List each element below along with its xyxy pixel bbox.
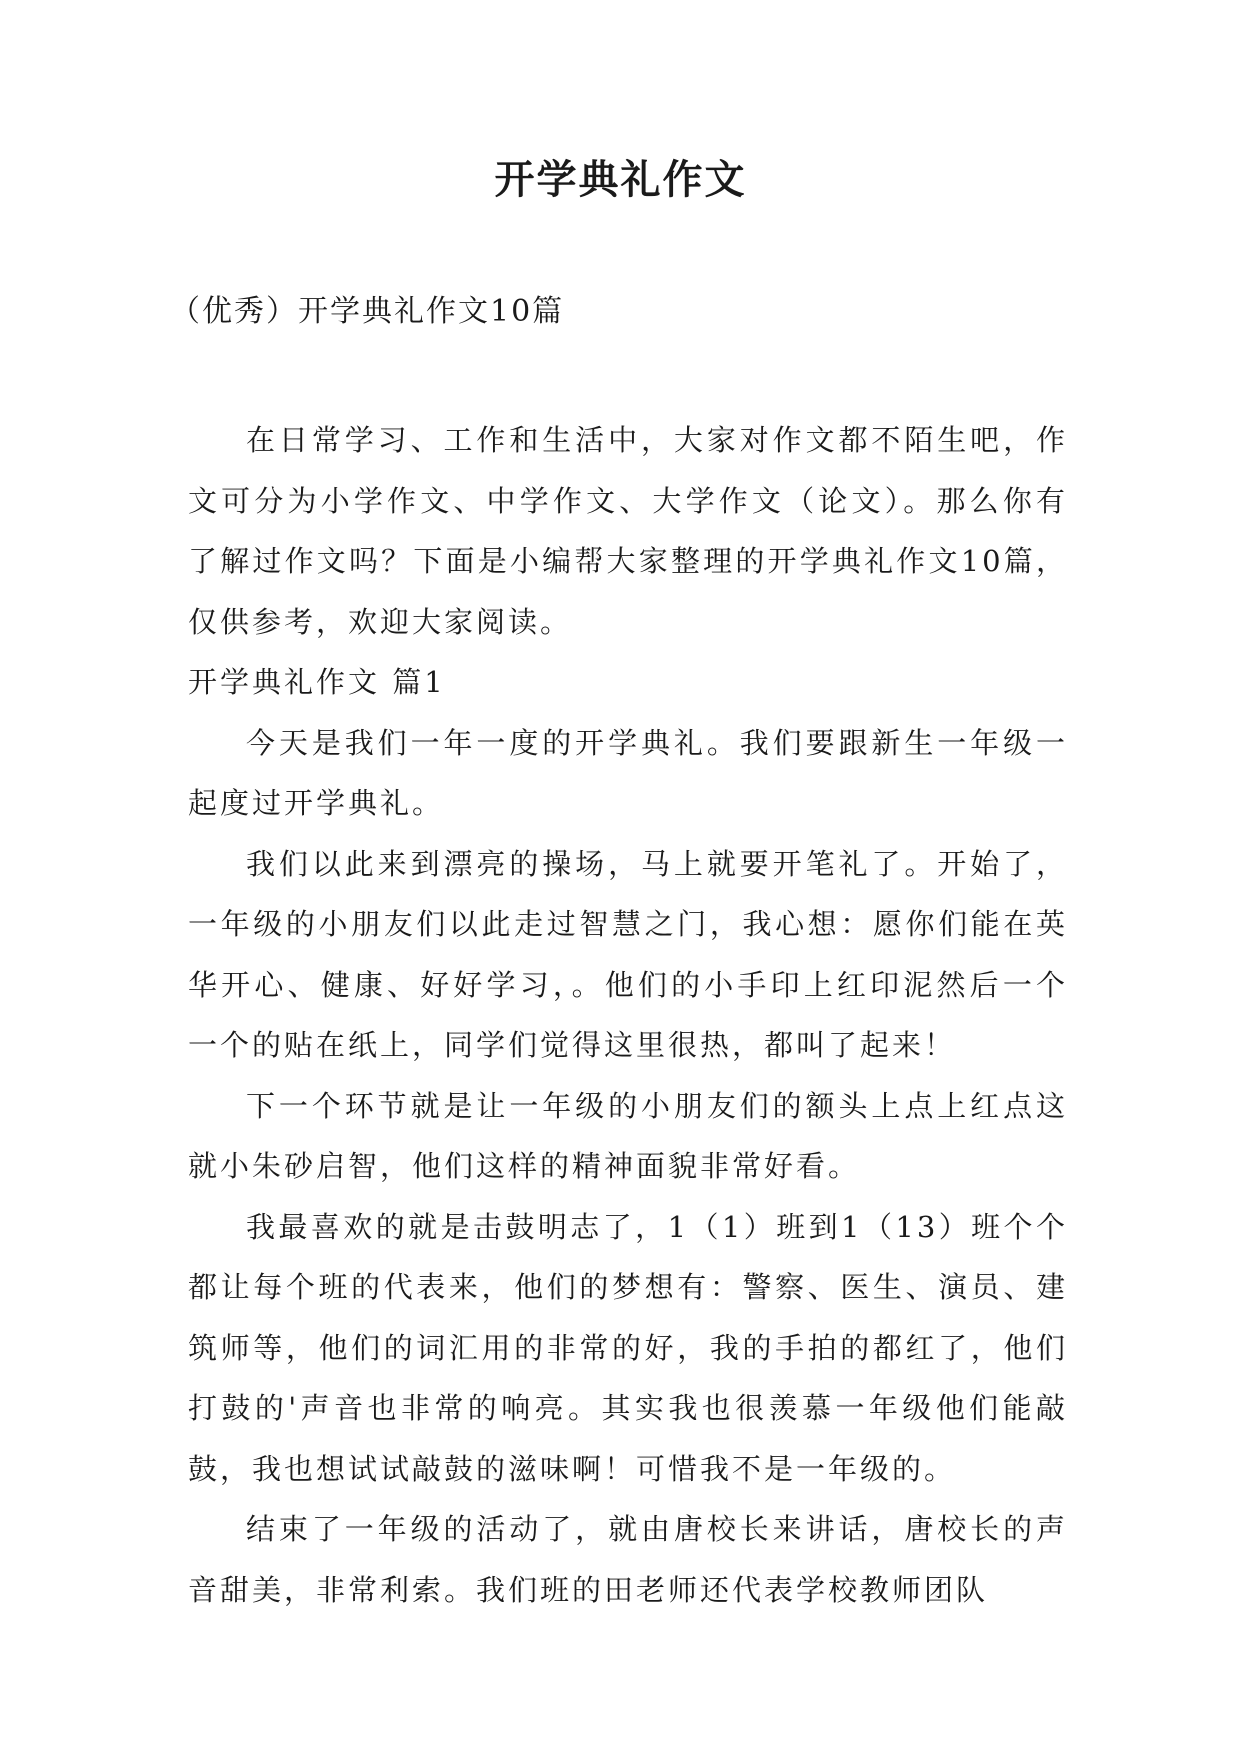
- document-subtitle: （优秀）开学典礼作文10篇: [170, 294, 565, 329]
- body-paragraph: 下一个环节就是让一年级的小朋友们的额头上点上红点这就小朱砂启智，他们这样的精神面貌非常好看。: [188, 1088, 1068, 1183]
- document-body: [188, 410, 1068, 1620]
- body-paragraph: 结束了一年级的活动了，就由唐校长来讲话，唐校长的声音甜美，非常利索。我们班的田老师还代表学校教师团队: [188, 1512, 1068, 1607]
- section-heading: 开学典礼作文 篇1: [188, 665, 446, 699]
- body-paragraph: 今天是我们一年一度的开学典礼。我们要跟新生一年级一起度过开学典礼。: [188, 725, 1068, 820]
- intro-paragraph: 在日常学习、工作和生活中，大家对作文都不陌生吧，作文可分为小学作文、中学作文、大学作文（论文）。那么你有了解过作文吗？下面是小编帮大家整理的开学典礼作文10篇，仅供参考，欢迎大家阅读。: [188, 423, 1068, 639]
- document-title: 开学典礼作文: [494, 156, 747, 203]
- body-paragraph: 我们以此来到漂亮的操场，马上就要开笔礼了。开始了，一年级的小朋友们以此走过智慧之门，我心想：愿你们能在英华开心、健康、好好学习，。他们的小手印上红印泥然后一个一个的贴在纸上，同学们觉得这里很热，都叫了起来！: [188, 846, 1068, 1062]
- body-paragraph: 我最喜欢的就是击鼓明志了，1（1）班到1（13）班个个都让每个班的代表来，他们的梦想有：警察、医生、演员、建筑师等，他们的词汇用的非常的好，我的手拍的都红了，他们打鼓的'声音也非常的响亮。其实我也很羡慕一年级他们能敲鼓，我也想试试敲鼓的滋味啊！可惜我不是一年级的。: [188, 1209, 1068, 1486]
